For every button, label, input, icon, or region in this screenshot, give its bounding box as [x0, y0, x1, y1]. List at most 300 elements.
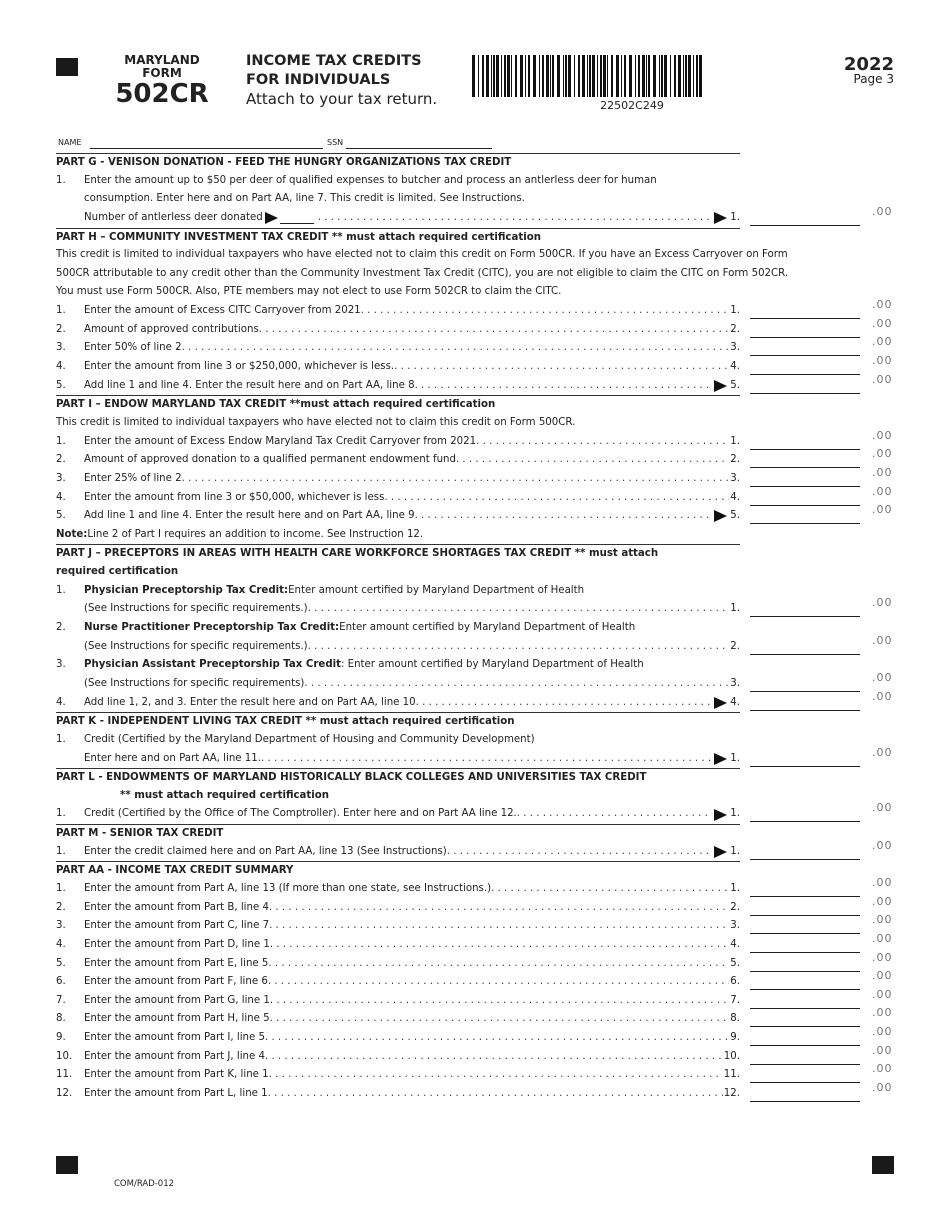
arrow-icon: [714, 212, 727, 224]
row-content: [56, 1048, 740, 1067]
line-text: (See Instructions for specific requirements.): [84, 603, 308, 615]
barcode-bar: [525, 55, 526, 97]
barcode-bar: [486, 55, 489, 97]
line-reference: 8.: [730, 1013, 740, 1025]
line-number: 4.: [56, 491, 66, 503]
form-label: FORM: [142, 66, 182, 80]
amount-field-aa7[interactable]: [750, 995, 860, 1009]
dot-leader: [415, 507, 713, 526]
barcode-bar: [552, 55, 554, 97]
line-reference: 2.: [730, 901, 740, 913]
line-number: 4.: [56, 696, 66, 708]
line-item: [56, 969, 896, 992]
line-reference: 1.: [730, 211, 740, 223]
section-header: [56, 768, 896, 787]
line-reference: 4.: [730, 938, 740, 950]
dot-leader: [261, 750, 712, 769]
barcode-bar: [592, 55, 595, 97]
barcode-bar: [568, 55, 571, 97]
line-number: 3.: [56, 659, 66, 671]
section-header: [56, 228, 896, 247]
amount-field-aa12[interactable]: [750, 1088, 860, 1102]
row-content: [56, 283, 740, 302]
amount-field-aa9[interactable]: [750, 1032, 860, 1046]
bold-label: Nurse Practitioner Preceptorship Tax Credit:: [84, 622, 340, 634]
cents-suffix: .00: [872, 931, 893, 945]
page-number: Page 3: [853, 72, 894, 86]
line-item: [56, 931, 896, 955]
amount-field-aa10[interactable]: [750, 1051, 860, 1065]
dot-leader: [268, 973, 729, 992]
row-content: [56, 843, 740, 862]
row-content: [56, 582, 740, 601]
line-item: [56, 1043, 896, 1067]
cents-suffix: .00: [872, 298, 893, 312]
row-content: [56, 358, 740, 377]
registration-mark: [872, 1156, 894, 1174]
line-text: Number of antlerless deer donated: [84, 211, 263, 223]
row-content: [56, 955, 740, 974]
line-reference: 1.: [730, 305, 740, 317]
row-content: [56, 787, 740, 806]
row-content: [56, 694, 740, 713]
barcode-bar: [661, 55, 663, 97]
form-number: 502CR: [115, 79, 209, 109]
barcode-bar: [528, 55, 530, 97]
line-item: [56, 745, 896, 769]
row-content: [56, 768, 740, 788]
barcode-bar: [635, 55, 636, 97]
amount-field-aa4[interactable]: [750, 939, 860, 953]
row-content: [56, 656, 740, 675]
line-text: Enter the amount from Part A, line 13 (If more than one state, see Instructions.): [84, 882, 492, 894]
amount-field-i2[interactable]: [750, 454, 860, 468]
line-number: 1.: [56, 845, 66, 857]
line-text: Enter the amount from Part C, line 7: [84, 920, 270, 932]
barcode-bar: [533, 55, 536, 97]
instruction-text: [56, 414, 896, 433]
arrow-icon: [714, 697, 727, 709]
row-content: [56, 917, 740, 936]
instruction-text: [56, 190, 896, 209]
cents-suffix: .00: [872, 1006, 893, 1020]
form-subtitle: Attach to your tax return.: [246, 90, 438, 108]
barcode-bar: [621, 55, 622, 97]
instruction-text: [56, 656, 896, 675]
dot-leader: [447, 843, 713, 862]
line-reference: 1.: [730, 752, 740, 764]
line-number: 9.: [56, 1032, 66, 1044]
line-item: [56, 913, 896, 936]
line-item: [56, 1025, 896, 1048]
bold-label: Physician Preceptorship Tax Credit:: [84, 584, 289, 596]
barcode-bar: [699, 55, 702, 97]
section-header: [56, 787, 896, 806]
barcode-bar: [646, 55, 647, 97]
cents-suffix: .00: [872, 354, 893, 368]
cents-suffix: .00: [872, 689, 893, 703]
row-content: [56, 228, 740, 248]
barcode-bar: [504, 55, 506, 97]
line-text: You must use Form 500CR. Also, PTE members may not elect to use Form 502CR to claim the CITC.: [56, 286, 562, 298]
row-content: [56, 265, 789, 284]
cents-suffix: .00: [872, 503, 893, 517]
row-content: [56, 451, 740, 470]
cents-suffix: .00: [872, 1043, 893, 1057]
cents-suffix: .00: [872, 838, 893, 852]
line-reference: 10.: [723, 1050, 740, 1062]
instruction-text: [56, 731, 896, 750]
ssn-field[interactable]: [346, 136, 492, 149]
cents-suffix: .00: [872, 801, 893, 815]
row-content: [56, 302, 740, 321]
cents-suffix: .00: [872, 447, 893, 461]
barcode-bar: [582, 55, 585, 97]
row-content: [56, 1010, 740, 1029]
row-content: [56, 190, 740, 209]
line-item: [56, 689, 896, 713]
barcode-bar: [515, 55, 517, 97]
section-title: PART J – PRECEPTORS IN AREAS WITH HEALTH CARE WORKFORCE SHORTAGES TAX CREDIT ** must attach: [56, 548, 659, 560]
arrow-icon: [714, 846, 727, 858]
dot-leader: [517, 805, 712, 824]
barcode-bar: [501, 55, 502, 97]
line-text: Enter the amount from Part B, line 4: [84, 901, 269, 913]
line-text: Credit (Certified by the Maryland Department of Housing and Community Development): [84, 733, 535, 745]
barcode-bar: [693, 55, 694, 97]
line-number: 5.: [56, 510, 66, 522]
amount-field-h3[interactable]: [750, 342, 860, 356]
line-item: [56, 484, 896, 508]
line-item: [56, 1006, 896, 1029]
line-item: [56, 428, 896, 452]
ssn-label: SSN: [327, 138, 344, 147]
section-title: PART L - ENDOWMENTS OF MARYLAND HISTORICALLY BLACK COLLEGES AND UNIVERSITIES TAX CREDIT: [56, 772, 647, 784]
amount-field-j4[interactable]: [750, 697, 860, 711]
amount-field-aa6[interactable]: [750, 976, 860, 990]
section-title: PART AA - INCOME TAX CREDIT SUMMARY: [56, 865, 294, 877]
bold-label: Note:: [56, 528, 88, 540]
line-number: 5.: [56, 957, 66, 969]
line-number: 11.: [56, 1069, 73, 1081]
cents-suffix: .00: [872, 484, 893, 498]
dot-leader: [182, 470, 730, 489]
amount-field-i4[interactable]: [750, 492, 860, 506]
line-item: [56, 596, 896, 619]
name-field[interactable]: [90, 136, 323, 149]
amount-field-i1[interactable]: [750, 436, 860, 450]
barcode-bar: [600, 55, 602, 97]
row-content: [56, 936, 740, 955]
instruction-text: [56, 582, 896, 601]
line-item: [56, 1062, 896, 1085]
cents-suffix: .00: [872, 465, 893, 479]
amount-field-i5[interactable]: [750, 510, 860, 524]
line-text: Enter the amount from Part L, line 1: [84, 1088, 268, 1100]
line-text: Enter 25% of line 2: [84, 472, 182, 484]
barcode-bar: [520, 55, 523, 97]
amount-field-h4[interactable]: [750, 361, 860, 375]
line-reference: 9.: [730, 1032, 740, 1044]
line-item: [56, 298, 896, 321]
amount-field-aa11[interactable]: [750, 1069, 860, 1083]
line-text: Amount of approved contributions: [84, 323, 259, 335]
row-content: [56, 638, 740, 657]
amount-field-i3[interactable]: [750, 473, 860, 487]
arrow-icon: [714, 753, 727, 765]
form-code: COM/RAD-012: [114, 1179, 175, 1189]
barcode-bar: [670, 55, 671, 97]
line-number: 8.: [56, 1013, 66, 1025]
deer-count-field[interactable]: [280, 212, 314, 224]
amount-field-aa1[interactable]: [750, 883, 860, 897]
row-content: [56, 507, 740, 526]
line-item: [56, 503, 896, 526]
dot-leader: [268, 955, 729, 974]
barcode-bar: [638, 55, 640, 97]
line-number: 1.: [56, 174, 66, 186]
line-reference: 5.: [730, 510, 740, 522]
section-header: [56, 861, 896, 880]
dot-leader: [270, 936, 729, 955]
dot-leader: [318, 209, 713, 228]
section-title: ** must attach required certification: [120, 789, 330, 801]
line-text: Enter the amount of Excess Endow Maryland Tax Credit Carryover from 2021: [84, 435, 477, 447]
line-number: 1.: [56, 305, 66, 317]
barcode-bar: [589, 55, 591, 97]
barcode-bar: [674, 55, 676, 97]
amount-field-j2[interactable]: [750, 641, 860, 655]
line-number: 1.: [56, 584, 66, 596]
row-content: [56, 712, 740, 732]
line-reference: 6.: [730, 976, 740, 988]
dot-leader: [456, 451, 729, 470]
line-text: Enter the amount of Excess CITC Carryover from 2021: [84, 305, 361, 317]
line-text: (See Instructions for specific requirements): [84, 677, 305, 689]
row-content: [56, 209, 740, 228]
barcode-text: 22502C249: [600, 99, 664, 112]
cents-suffix: .00: [872, 428, 893, 442]
barcode-bar: [659, 55, 660, 97]
barcode-bar: [685, 55, 687, 97]
line-text: Enter the amount from Part K, line 1: [84, 1069, 269, 1081]
barcode-bar: [616, 55, 619, 97]
line-item: [56, 447, 896, 470]
line-text: : Enter amount certified by Maryland Department of Health: [340, 659, 644, 671]
cents-suffix: .00: [872, 633, 893, 647]
line-text: 500CR attributable to any credit other than the Community Investment Tax Credit (CITC), you are not eligible to claim the CITC on Form 502CR.: [56, 267, 789, 279]
barcode-bar: [597, 55, 598, 97]
line-number: 3.: [56, 472, 66, 484]
cents-suffix: .00: [872, 950, 893, 964]
amount-field-h5[interactable]: [750, 380, 860, 394]
cents-suffix: .00: [872, 1081, 893, 1095]
amount-field-aa5[interactable]: [750, 958, 860, 972]
row-content: [56, 470, 740, 489]
row-content: [56, 600, 740, 619]
line-text: Enter the amount up to $50 per deer of qualified expenses to butcher and process an antlerless deer for human: [84, 174, 657, 186]
barcode-bar: [565, 55, 567, 97]
cents-suffix: .00: [872, 372, 893, 386]
line-reference: 4.: [730, 696, 740, 708]
barcode-bar: [624, 55, 626, 97]
line-reference: 1.: [730, 808, 740, 820]
barcode-bar: [653, 55, 656, 97]
dot-leader: [416, 694, 713, 713]
line-text: Add line 1 and line 4. Enter the result here and on Part AA, line 8: [84, 379, 415, 391]
arrow-icon: [714, 809, 727, 821]
dot-leader: [415, 377, 713, 396]
section-title: PART M - SENIOR TAX CREDIT: [56, 828, 224, 840]
row-content: [56, 1085, 740, 1104]
line-reference: 3.: [730, 472, 740, 484]
line-reference: 2.: [730, 323, 740, 335]
amount-field-aa8[interactable]: [750, 1013, 860, 1027]
barcode-bar: [482, 55, 484, 97]
instruction-text: [56, 526, 896, 545]
barcode-bar: [507, 55, 510, 97]
line-item: [56, 372, 896, 396]
tax-year: 2022: [843, 54, 894, 75]
row-content: [56, 619, 740, 638]
line-text: Enter the amount from Part H, line 5: [84, 1013, 270, 1025]
line-number: 3.: [56, 342, 66, 354]
barcode-bar: [563, 55, 564, 97]
line-number: 4.: [56, 361, 66, 373]
row-content: [56, 1066, 740, 1085]
line-text: (See Instructions for specific requirements.): [84, 640, 308, 652]
line-number: 2.: [56, 622, 66, 634]
section-header: [56, 563, 896, 582]
barcode-bar: [496, 55, 499, 97]
amount-field-g1[interactable]: [750, 212, 860, 226]
cents-suffix: .00: [872, 913, 893, 927]
line-item: [56, 987, 896, 1011]
dot-leader: [259, 321, 730, 340]
line-text: Enter the amount from Part J, line 4: [84, 1050, 265, 1062]
row-content: [56, 880, 740, 899]
row-content: [56, 899, 740, 918]
dot-leader: [308, 600, 730, 619]
line-text: Enter amount certified by Maryland Department of Health: [288, 584, 585, 596]
line-reference: 3.: [730, 920, 740, 932]
line-text: Enter amount certified by Maryland Department of Health: [339, 622, 636, 634]
barcode-bar: [607, 55, 608, 97]
amount-field-h1[interactable]: [750, 305, 860, 319]
amount-field-l1[interactable]: [750, 808, 860, 822]
row-content: [56, 805, 740, 824]
line-reference: 7.: [730, 994, 740, 1006]
line-text: Credit (Certified by the Office of The Comptroller). Enter here and on Part AA line 12.: [84, 808, 517, 820]
dot-leader: [384, 489, 729, 508]
row-content: [56, 414, 740, 433]
line-text: Line 2 of Part I requires an addition to income. See Instruction 12.: [87, 528, 424, 540]
barcode-bar: [539, 55, 540, 97]
line-number: 3.: [56, 920, 66, 932]
barcode: [472, 55, 704, 97]
cents-suffix: .00: [872, 1062, 893, 1076]
barcode-bar: [557, 55, 560, 97]
row-content: [56, 544, 740, 564]
line-item: [56, 1081, 896, 1104]
line-item: [56, 316, 896, 340]
dot-leader: [270, 1010, 730, 1029]
line-reference: 4.: [730, 361, 740, 373]
dot-leader: [269, 917, 729, 936]
instruction-text: [56, 265, 896, 284]
cents-suffix: .00: [872, 335, 893, 349]
line-text: Enter 50% of line 2: [84, 342, 182, 354]
amount-field-aa3[interactable]: [750, 920, 860, 934]
row-content: [56, 433, 740, 452]
barcode-bar: [678, 55, 681, 97]
line-number: 2.: [56, 454, 66, 466]
barcode-bar: [642, 55, 645, 97]
registration-mark: [56, 58, 78, 76]
dot-leader: [304, 675, 729, 694]
amount-field-j1[interactable]: [750, 603, 860, 617]
row-content: [56, 675, 740, 694]
row-content: [56, 861, 740, 881]
row-content: [56, 526, 740, 545]
row-content: [56, 489, 740, 508]
line-item: [56, 204, 896, 228]
row-content: [56, 973, 740, 992]
line-item: [56, 633, 896, 657]
line-item: [56, 838, 896, 862]
line-item: [56, 950, 896, 974]
line-item: [56, 894, 896, 918]
line-reference: 1.: [730, 603, 740, 615]
dot-leader: [269, 899, 729, 918]
line-number: 6.: [56, 976, 66, 988]
amount-field-j3[interactable]: [750, 678, 860, 692]
barcode-bar: [664, 55, 667, 97]
line-number: 1.: [56, 733, 66, 745]
cents-suffix: .00: [872, 1025, 893, 1039]
section-title: required certification: [56, 566, 179, 578]
cents-suffix: .00: [872, 987, 893, 1001]
amount-field-aa2[interactable]: [750, 902, 860, 916]
row-content: [56, 377, 740, 396]
form-state: MARYLAND: [124, 53, 200, 67]
line-text: Enter the amount from Part F, line 6: [84, 976, 268, 988]
section-title: PART G - VENISON DONATION - FEED THE HUNGRY ORGANIZATIONS TAX CREDIT: [56, 157, 512, 168]
dot-leader: [270, 992, 729, 1011]
arrow-icon: [714, 380, 727, 392]
bold-label: Physician Assistant Preceptorship Tax Credit: [84, 659, 341, 671]
line-item: [56, 354, 896, 377]
row-content: [56, 1029, 740, 1048]
line-text: Add line 1, 2, and 3. Enter the result here and on Part AA, line 10: [84, 696, 416, 708]
barcode-bar: [542, 55, 544, 97]
row-content: [56, 992, 740, 1011]
dot-leader: [394, 358, 729, 377]
line-item: [56, 335, 896, 358]
amount-field-h2[interactable]: [750, 324, 860, 338]
line-number: 7.: [56, 994, 66, 1006]
section-header: [56, 544, 896, 563]
row-content: [56, 172, 740, 191]
cents-suffix: .00: [872, 894, 893, 908]
barcode-bar: [629, 55, 632, 97]
amount-field-k1[interactable]: [750, 753, 860, 767]
cents-suffix: .00: [872, 670, 893, 684]
amount-field-m1[interactable]: [750, 846, 860, 860]
line-item: [56, 875, 896, 899]
barcode-bar: [603, 55, 606, 97]
dot-leader: [268, 1085, 723, 1104]
